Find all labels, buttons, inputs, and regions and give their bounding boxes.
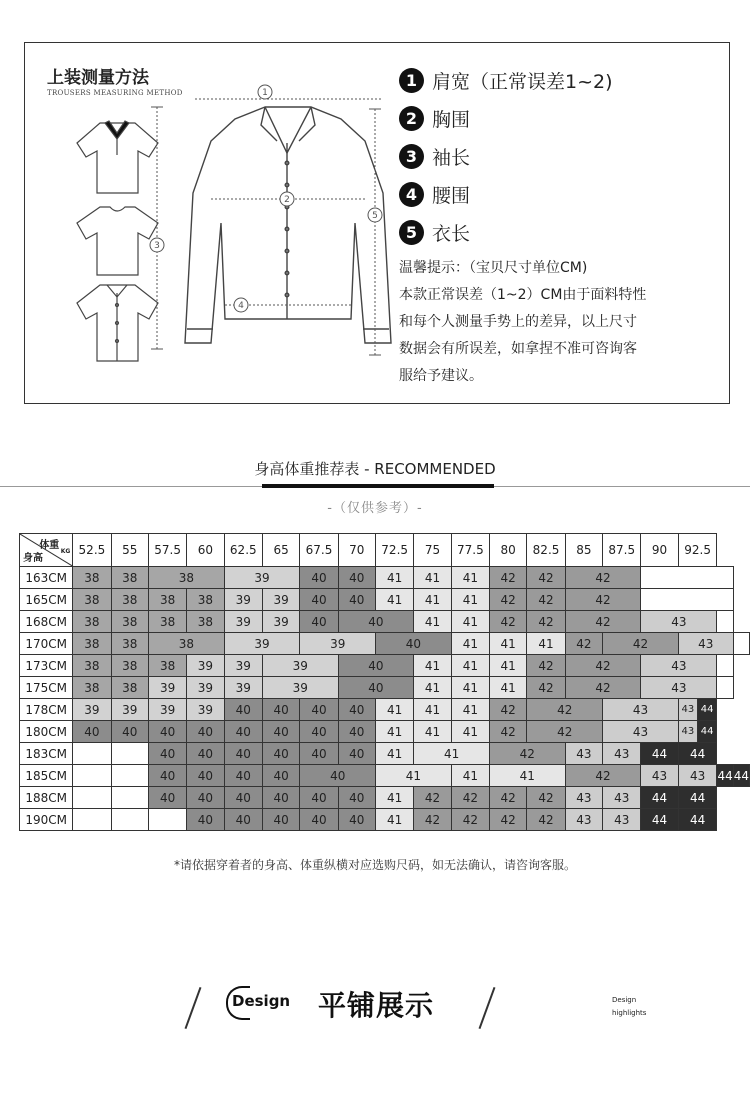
- table-row: [20, 721, 750, 743]
- size-cell: 40: [224, 765, 262, 787]
- size-cell: 38: [111, 655, 149, 677]
- size-cell: 39: [262, 589, 300, 611]
- size-cell: 39: [262, 677, 338, 699]
- weight-header: 82.5: [527, 534, 565, 567]
- legend-label: 袖长: [432, 146, 471, 169]
- size-cell: 40: [338, 611, 414, 633]
- size-cell: 39: [149, 699, 187, 721]
- weight-header: 72.5: [376, 534, 414, 567]
- size-cell: 40: [111, 721, 149, 743]
- size-cell: 41: [376, 787, 414, 809]
- size-cell: 41: [451, 633, 489, 655]
- size-cell: 38: [111, 633, 149, 655]
- size-cell: 42: [527, 611, 565, 633]
- size-cell: 39: [224, 611, 262, 633]
- size-cell: 42: [565, 765, 641, 787]
- height-header: 188CM: [20, 787, 73, 809]
- size-cell: 40: [224, 699, 262, 721]
- size-cell: 41: [414, 743, 490, 765]
- button-shirt-icon: [77, 285, 158, 361]
- size-cell: 39: [224, 589, 262, 611]
- size-cell: 39: [187, 655, 225, 677]
- empty-cell: [73, 787, 111, 809]
- size-cell: 39: [224, 677, 262, 699]
- size-cell: 41: [376, 589, 414, 611]
- size-cell: 42: [489, 611, 527, 633]
- weight-header: 70: [338, 534, 376, 567]
- size-cell: 41: [451, 677, 489, 699]
- empty-cell: [149, 809, 187, 831]
- svg-text:1: 1: [262, 88, 268, 98]
- size-cell: 41: [489, 765, 565, 787]
- size-cell: 43: [678, 699, 697, 721]
- size-cell: 44: [641, 787, 679, 809]
- title-underline: [262, 484, 494, 488]
- size-cell: 38: [149, 633, 225, 655]
- table-row: [20, 567, 750, 589]
- height-header: 168CM: [20, 611, 73, 633]
- legend-label: 腰围: [432, 184, 471, 207]
- weight-header: 85: [565, 534, 603, 567]
- table-corner-cell: [20, 534, 73, 567]
- legend-label: 胸围: [432, 108, 471, 131]
- size-cell: 42: [603, 633, 679, 655]
- weight-header: 52.5: [73, 534, 111, 567]
- empty-cell: [641, 589, 733, 611]
- size-cell: 40: [300, 765, 376, 787]
- size-cell: 42: [527, 655, 565, 677]
- size-cell: 44: [697, 721, 717, 743]
- size-cell: 38: [187, 589, 225, 611]
- size-cell: 40: [187, 787, 225, 809]
- size-cell: 42: [565, 589, 641, 611]
- height-header: 185CM: [20, 765, 73, 787]
- height-header: 183CM: [20, 743, 73, 765]
- design-en-line: highlights: [612, 1009, 647, 1017]
- size-cell: 38: [73, 589, 111, 611]
- table-row: [20, 677, 750, 699]
- height-header: 173CM: [20, 655, 73, 677]
- size-cell: 40: [149, 743, 187, 765]
- corner-weight: 体重: [39, 540, 60, 551]
- empty-cell: [73, 743, 111, 765]
- weight-header: 92.5: [678, 534, 717, 567]
- note-line: 本款正常误差（1~2）CM由于面料特性: [399, 287, 647, 303]
- size-cell: 42: [527, 699, 603, 721]
- size-cell: 43: [603, 743, 641, 765]
- weight-header: 65: [262, 534, 300, 567]
- size-cell: 43: [641, 765, 679, 787]
- table-row: [20, 611, 750, 633]
- height-header: 163CM: [20, 567, 73, 589]
- table-row: [20, 809, 750, 831]
- empty-cell: [641, 567, 733, 589]
- size-cell: 42: [489, 699, 527, 721]
- empty-cell: [733, 633, 749, 655]
- weight-header: 62.5: [224, 534, 262, 567]
- number-badge-icon: 1: [399, 68, 424, 93]
- size-cell: 43: [641, 655, 717, 677]
- note-line: 和每个人测量手势上的差异，以上尺寸: [399, 314, 637, 330]
- number-badge-icon: 3: [399, 144, 424, 169]
- table-footnote: *请依据穿着者的身高、体重纵横对应选购尺码，如无法确认，请咨询客服。: [173, 858, 576, 872]
- size-cell: 38: [187, 611, 225, 633]
- weight-header: 75: [414, 534, 452, 567]
- size-cell: 43: [678, 765, 717, 787]
- empty-cell: [717, 655, 733, 677]
- size-cell: 41: [414, 567, 452, 589]
- size-cell: 42: [527, 589, 565, 611]
- size-cell: 41: [451, 655, 489, 677]
- size-cell: 40: [262, 743, 300, 765]
- size-cell: 43: [565, 743, 603, 765]
- weight-header: 57.5: [149, 534, 187, 567]
- size-cell: 38: [73, 611, 111, 633]
- weight-header: 67.5: [300, 534, 338, 567]
- empty-cell: [717, 677, 733, 699]
- size-cell: 40: [149, 765, 187, 787]
- size-cell: 44: [717, 765, 733, 787]
- corner-unit: KG: [60, 548, 71, 555]
- size-cell: 40: [73, 721, 111, 743]
- size-cell: 40: [338, 743, 376, 765]
- legend-item: [399, 213, 613, 251]
- size-cell: 42: [527, 809, 565, 831]
- size-cell: 41: [414, 611, 452, 633]
- size-cell: 40: [187, 809, 225, 831]
- height-header: 170CM: [20, 633, 73, 655]
- shirt-illustration: [25, 43, 395, 403]
- legend-label: 衣长: [432, 222, 471, 245]
- empty-cell: [73, 765, 111, 787]
- size-cell: 42: [489, 743, 565, 765]
- empty-cell: [717, 611, 733, 633]
- size-cell: 44: [641, 809, 679, 831]
- size-cell: 38: [73, 633, 111, 655]
- size-cell: 41: [376, 809, 414, 831]
- size-cell: 44: [641, 743, 679, 765]
- note-line: 数据会有所误差，如拿捏不准可咨询客: [399, 341, 637, 357]
- size-cell: 40: [262, 787, 300, 809]
- empty-cell: [111, 787, 149, 809]
- size-cell: 41: [489, 633, 527, 655]
- weight-header: 60: [187, 534, 225, 567]
- size-cell: 42: [527, 677, 565, 699]
- note-line: 服给予建议。: [399, 368, 483, 384]
- table-row: [20, 655, 750, 677]
- empty-cell: [111, 743, 149, 765]
- table-row: [20, 699, 750, 721]
- design-banner: [0, 980, 750, 1040]
- measure-legend: [399, 61, 613, 251]
- table-header-row: [20, 534, 750, 567]
- size-cell: 40: [224, 721, 262, 743]
- corner-height: 身高: [23, 553, 43, 564]
- size-cell: 38: [149, 589, 187, 611]
- weight-header: 77.5: [451, 534, 489, 567]
- recommend-title: 身高体重推荐表 - RECOMMENDED: [254, 460, 496, 478]
- design-word: Design: [232, 992, 291, 1010]
- size-cell: 40: [149, 721, 187, 743]
- size-cell: 38: [73, 655, 111, 677]
- design-highlights-label: [612, 994, 646, 1020]
- size-cell: 39: [224, 655, 262, 677]
- height-header: 178CM: [20, 699, 73, 721]
- size-cell: 41: [451, 567, 489, 589]
- size-cell: 40: [300, 567, 338, 589]
- tee-shirt-icon: [77, 207, 158, 275]
- table-row: [20, 743, 750, 765]
- size-cell: 40: [338, 655, 414, 677]
- size-cell: 40: [338, 589, 376, 611]
- weight-header: 87.5: [603, 534, 641, 567]
- size-cell: 41: [376, 699, 414, 721]
- size-cell: 42: [489, 787, 527, 809]
- size-cell: 38: [111, 611, 149, 633]
- size-cell: 39: [187, 699, 225, 721]
- size-cell: 41: [527, 633, 565, 655]
- size-cell: 43: [603, 787, 641, 809]
- size-cell: 40: [224, 787, 262, 809]
- size-cell: 43: [603, 809, 641, 831]
- table-row: [20, 633, 750, 655]
- size-cell: 39: [262, 611, 300, 633]
- size-cell: 40: [262, 721, 300, 743]
- weight-header: 80: [489, 534, 527, 567]
- size-cell: 38: [73, 677, 111, 699]
- size-cell: 40: [300, 743, 338, 765]
- size-cell: 40: [262, 765, 300, 787]
- size-cell: 42: [451, 787, 489, 809]
- size-cell: 43: [565, 809, 603, 831]
- size-cell: 39: [262, 655, 338, 677]
- size-cell: 39: [224, 633, 300, 655]
- size-cell: 41: [414, 677, 452, 699]
- empty-cell: [111, 765, 149, 787]
- number-badge-icon: 5: [399, 220, 424, 245]
- size-cell: 41: [414, 721, 452, 743]
- measure-note: [399, 255, 699, 390]
- design-en-line: Design: [612, 996, 637, 1004]
- size-cell: 44: [678, 743, 717, 765]
- size-cell: 41: [451, 699, 489, 721]
- size-cell: 40: [338, 721, 376, 743]
- size-cell: 41: [451, 589, 489, 611]
- size-cell: 41: [451, 721, 489, 743]
- size-cell: 40: [338, 699, 376, 721]
- design-heading: 平铺展示: [318, 989, 435, 1022]
- size-cell: 40: [262, 699, 300, 721]
- size-cell: 40: [338, 809, 376, 831]
- size-cell: 38: [149, 611, 187, 633]
- height-header: 165CM: [20, 589, 73, 611]
- size-cell: 41: [376, 765, 452, 787]
- size-cell: 41: [376, 743, 414, 765]
- size-cell: 39: [73, 699, 111, 721]
- size-cell: 42: [565, 567, 641, 589]
- size-cell: 39: [149, 677, 187, 699]
- size-cell: 40: [300, 589, 338, 611]
- size-cell: 40: [300, 809, 338, 831]
- size-cell: 44: [733, 765, 749, 787]
- empty-cell: [111, 809, 149, 831]
- size-cell: 38: [111, 589, 149, 611]
- table-row: [20, 787, 750, 809]
- size-cell: 39: [224, 567, 300, 589]
- size-cell: 40: [187, 721, 225, 743]
- number-badge-icon: 2: [399, 106, 424, 131]
- size-cell: 40: [149, 787, 187, 809]
- table-row: [20, 765, 750, 787]
- size-cell: 42: [527, 567, 565, 589]
- legend-item: [399, 175, 613, 213]
- size-cell: 42: [451, 809, 489, 831]
- size-cell: 40: [376, 633, 452, 655]
- size-cell: 42: [565, 655, 641, 677]
- size-cell: 42: [414, 787, 452, 809]
- size-cell: 40: [187, 743, 225, 765]
- size-cell: 43: [678, 633, 733, 655]
- height-header: 180CM: [20, 721, 73, 743]
- size-cell: 39: [187, 677, 225, 699]
- size-cell: 43: [678, 721, 697, 743]
- measure-subtitle: TROUSERS MEASURING METHOD: [47, 89, 183, 97]
- size-cell: 42: [489, 809, 527, 831]
- size-cell: 40: [338, 567, 376, 589]
- measuring-method-panel: [24, 42, 730, 404]
- legend-item: [399, 61, 613, 99]
- empty-cell: [73, 809, 111, 831]
- size-cell: 40: [338, 787, 376, 809]
- size-cell: 40: [300, 721, 338, 743]
- size-cell: 44: [678, 809, 717, 831]
- size-cell: 40: [262, 809, 300, 831]
- size-cell: 38: [111, 567, 149, 589]
- size-cell: 42: [489, 589, 527, 611]
- size-cell: 42: [489, 721, 527, 743]
- legend-label: 肩宽（正常误差1~2): [432, 70, 613, 93]
- size-cell: 40: [300, 699, 338, 721]
- size-cell: 44: [678, 787, 717, 809]
- size-cell: 42: [414, 809, 452, 831]
- size-cell: 42: [489, 567, 527, 589]
- slash-divider: [185, 987, 202, 1029]
- size-cell: 38: [111, 677, 149, 699]
- size-cell: 41: [376, 721, 414, 743]
- size-cell: 38: [73, 567, 111, 589]
- size-cell: 43: [603, 721, 679, 743]
- size-cell: 41: [451, 765, 489, 787]
- polo-shirt-icon: [77, 121, 158, 193]
- svg-text:5: 5: [372, 211, 378, 221]
- svg-text:3: 3: [154, 241, 160, 251]
- size-cell: 43: [641, 677, 717, 699]
- size-cell: 40: [300, 611, 338, 633]
- height-header: 190CM: [20, 809, 73, 831]
- svg-text:4: 4: [238, 301, 244, 311]
- size-cell: 40: [224, 809, 262, 831]
- size-cell: 42: [565, 611, 641, 633]
- table-row: [20, 589, 750, 611]
- size-cell: 43: [603, 699, 679, 721]
- size-cell: 40: [224, 743, 262, 765]
- slash-divider: [479, 987, 496, 1029]
- size-cell: 42: [527, 787, 565, 809]
- recommend-subtitle: -（仅供参考）-: [327, 501, 423, 516]
- size-cell: 42: [527, 721, 603, 743]
- size-cell: 41: [414, 699, 452, 721]
- note-line: 温馨提示：（宝贝尺寸单位CM): [399, 260, 588, 276]
- size-cell: 43: [565, 787, 603, 809]
- size-cell: 44: [697, 699, 717, 721]
- measure-title: 上装测量方法: [47, 68, 149, 88]
- size-cell: 41: [489, 655, 527, 677]
- size-cell: 42: [565, 677, 641, 699]
- size-cell: 39: [111, 699, 149, 721]
- size-cell: 40: [300, 787, 338, 809]
- size-cell: 41: [414, 589, 452, 611]
- size-cell: 38: [149, 567, 225, 589]
- size-recommendation-table: [19, 533, 750, 831]
- weight-header: 90: [641, 534, 679, 567]
- number-badge-icon: 4: [399, 182, 424, 207]
- size-cell: 39: [300, 633, 376, 655]
- size-cell: 40: [338, 677, 414, 699]
- size-cell: 43: [641, 611, 717, 633]
- size-cell: 41: [489, 677, 527, 699]
- size-cell: 41: [376, 567, 414, 589]
- svg-text:2: 2: [284, 195, 290, 205]
- legend-item: [399, 99, 613, 137]
- height-header: 175CM: [20, 677, 73, 699]
- weight-header: 55: [111, 534, 149, 567]
- size-cell: 42: [565, 633, 603, 655]
- size-cell: 41: [414, 655, 452, 677]
- size-cell: 38: [149, 655, 187, 677]
- legend-item: [399, 137, 613, 175]
- size-cell: 41: [451, 611, 489, 633]
- long-sleeve-shirt-icon: [185, 107, 391, 343]
- size-cell: 40: [187, 765, 225, 787]
